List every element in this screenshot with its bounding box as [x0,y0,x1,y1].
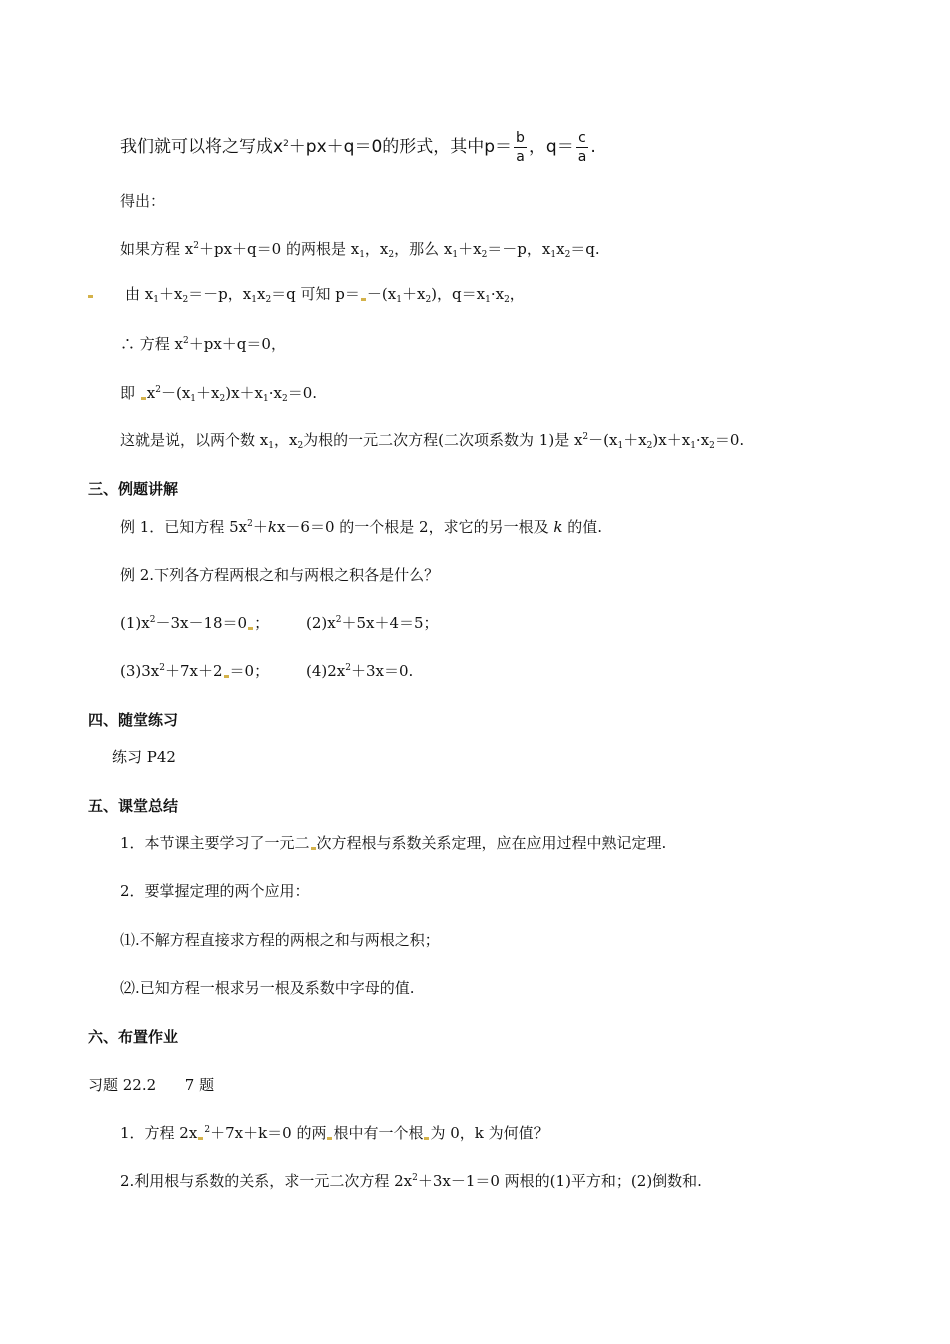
sub: 2 [297,441,304,451]
t: 1．本节课主要学习了一元二 [120,834,310,852]
sup: 2 [149,615,156,625]
sup: 2 [159,663,165,673]
sup: 2 [412,1173,418,1183]
homework-1 [120,1122,549,1144]
revision-mark [141,397,146,400]
intro-line [120,130,596,164]
sub: 1 [690,441,696,451]
t: ＋3x－1＝0 两根的(1)平方和；(2)倒数和. [417,1172,702,1190]
t: k [267,518,277,536]
revision-mark [198,1137,203,1140]
section-heading-summary: 五、课堂总结 [88,797,179,815]
t: ＋x [458,240,482,258]
revision-mark [248,627,253,630]
sub: 2 [182,295,189,305]
sup: 2 [204,1125,211,1135]
sub: 2 [504,295,510,305]
example-2: 例 2.下列各方程两根之和与两根之积各是什么？ [120,566,440,584]
revision-mark [327,1137,332,1140]
t: ＝0； [229,662,270,680]
sub: 1 [452,250,459,260]
t: ＋px＋q＝0， [188,335,286,353]
sub: 1 [263,394,269,404]
revision-mark [424,1137,429,1140]
sub: 1 [190,394,197,404]
homework-ref: 习题 22.2 7 题 [88,1076,215,1094]
revision-mark [311,847,316,850]
example-1 [120,516,602,538]
line-from [125,283,525,305]
t: k [553,518,563,536]
problem-1 [120,612,269,634]
t: －(x [160,384,191,402]
intro-text: ，q＝ [528,137,574,157]
sub: 2 [564,250,571,260]
fraction-b-over-a [514,131,527,164]
derive-label: 得出： [120,192,166,210]
t: 如果方程 x [120,240,194,258]
sub: 1 [359,250,365,260]
sub: 2 [646,441,653,451]
sup: 2 [345,663,351,673]
t: ＝－p，x [487,240,551,258]
sup: 2 [155,385,161,395]
line-if [120,238,600,260]
sub: 2 [709,441,715,451]
t: x－6＝0 的一个根是 2，求它的另一根及 [276,518,554,536]
sub: 1 [251,295,257,305]
t: ＋x [623,431,647,449]
t: ＋7x＋2 [165,662,223,680]
t: ，x [273,431,298,449]
t: ＋ [252,518,268,536]
t: )x＋x [652,431,691,449]
sub: 1 [550,250,557,260]
sub: 2 [481,250,488,260]
intro-text: ＋px＋q＝0的形式，其中p＝ [288,137,513,157]
sub: 1 [268,441,274,451]
sup: 2 [335,615,342,625]
section-heading-practice: 四、随堂练习 [88,711,179,729]
t: 根中有一个根 [333,1124,424,1142]
sub: 2 [265,295,272,305]
problem-3 [120,660,269,682]
t: ·x [268,384,282,402]
t: ＋x [158,285,183,303]
denominator: a [577,148,587,165]
t: ∴ 方程 x [120,335,183,353]
section-heading-homework: 六、布置作业 [88,1028,179,1046]
t: ＋x [401,285,426,303]
t: ＋5x＋4＝5； [341,614,439,632]
t: ， [509,285,525,303]
t: 由 x [125,285,154,303]
revision-mark [361,298,366,301]
line-ie [120,382,317,404]
t: ，那么 x [394,240,453,258]
t: (3)3x [120,662,160,680]
t: 次方程根与系数关系定理，应在应用过程中熟记定理. [316,834,667,852]
numerator: b [516,129,525,146]
t: －3x－18＝0 [155,614,248,632]
t: ＝0. [287,384,318,402]
sub: 2 [219,394,226,404]
summary-2: 2．要掌握定理的两个应用： [120,882,310,900]
intro-text: . [590,137,596,157]
sub: 1 [396,295,402,305]
sup: 2 [247,519,253,529]
numerator: c [576,131,589,148]
t: x [146,384,156,402]
t: 2.利用根与系数的关系，求一元二次方程 2x [120,1172,413,1190]
sup: 2 [582,432,589,442]
t: )，q＝x [431,285,486,303]
problem-2 [306,612,439,634]
revision-mark [224,675,229,678]
sub: 1 [617,441,624,451]
t: 的值. [562,518,602,536]
t: ； [254,614,270,632]
summary-1 [120,832,666,854]
sub: 1 [153,295,159,305]
revision-mark [88,295,93,298]
line-therefore [120,333,286,355]
homework-2 [120,1170,702,1192]
sub: 1 [485,295,491,305]
sub: 2 [281,394,288,404]
t: 这就是说，以两个数 x [120,431,269,449]
section-heading-examples: 三、例题讲解 [88,480,179,498]
t: ＝0. [714,431,745,449]
fraction-c-over-a [576,131,589,164]
t: ＋3x＝0. [351,662,414,680]
t: 为 0，k 为何值？ [430,1124,549,1142]
t: 为根的一元二次方程(二次项系数为 1)是 x [303,431,583,449]
sup: 2 [183,336,189,346]
t: (1)x [120,614,150,632]
t: ＋px＋q＝0 的两根是 x [198,240,360,258]
t: (4)2x [306,662,346,680]
sup: 2 [283,139,289,149]
practice-ref: 练习 P42 [112,748,176,766]
t: ，x [364,240,389,258]
t: ＋x [196,384,220,402]
t: ＝－p，x [188,285,252,303]
t: (2)x [306,614,336,632]
t: ＝q 可知 p＝ [271,285,360,303]
t: －(x [588,431,618,449]
summary-3: ⑴.不解方程直接求方程的两根之和与两根之积； [120,931,440,949]
t: )x＋x [225,384,264,402]
sub: 2 [388,250,395,260]
t: 1．方程 2x [120,1124,198,1142]
t: －(x [366,285,397,303]
summary-4: ⑵.已知方程一根求另一根及系数中字母的值. [120,979,415,997]
t: ·x [695,431,710,449]
line-that-is [120,429,744,451]
sub: 2 [425,295,432,305]
t: ＋7x＋k＝0 的两 [210,1124,327,1142]
t: 即 [120,384,140,402]
t: ·x [490,285,505,303]
t: 例 1．已知方程 5x [120,518,248,536]
denominator: a [516,148,525,165]
t: x [556,240,565,258]
t: ＝q. [570,240,600,258]
t: x [256,285,266,303]
problem-4 [306,660,413,682]
sup: 2 [193,241,199,251]
intro-text: 我们就可以将之写成x [120,137,284,157]
